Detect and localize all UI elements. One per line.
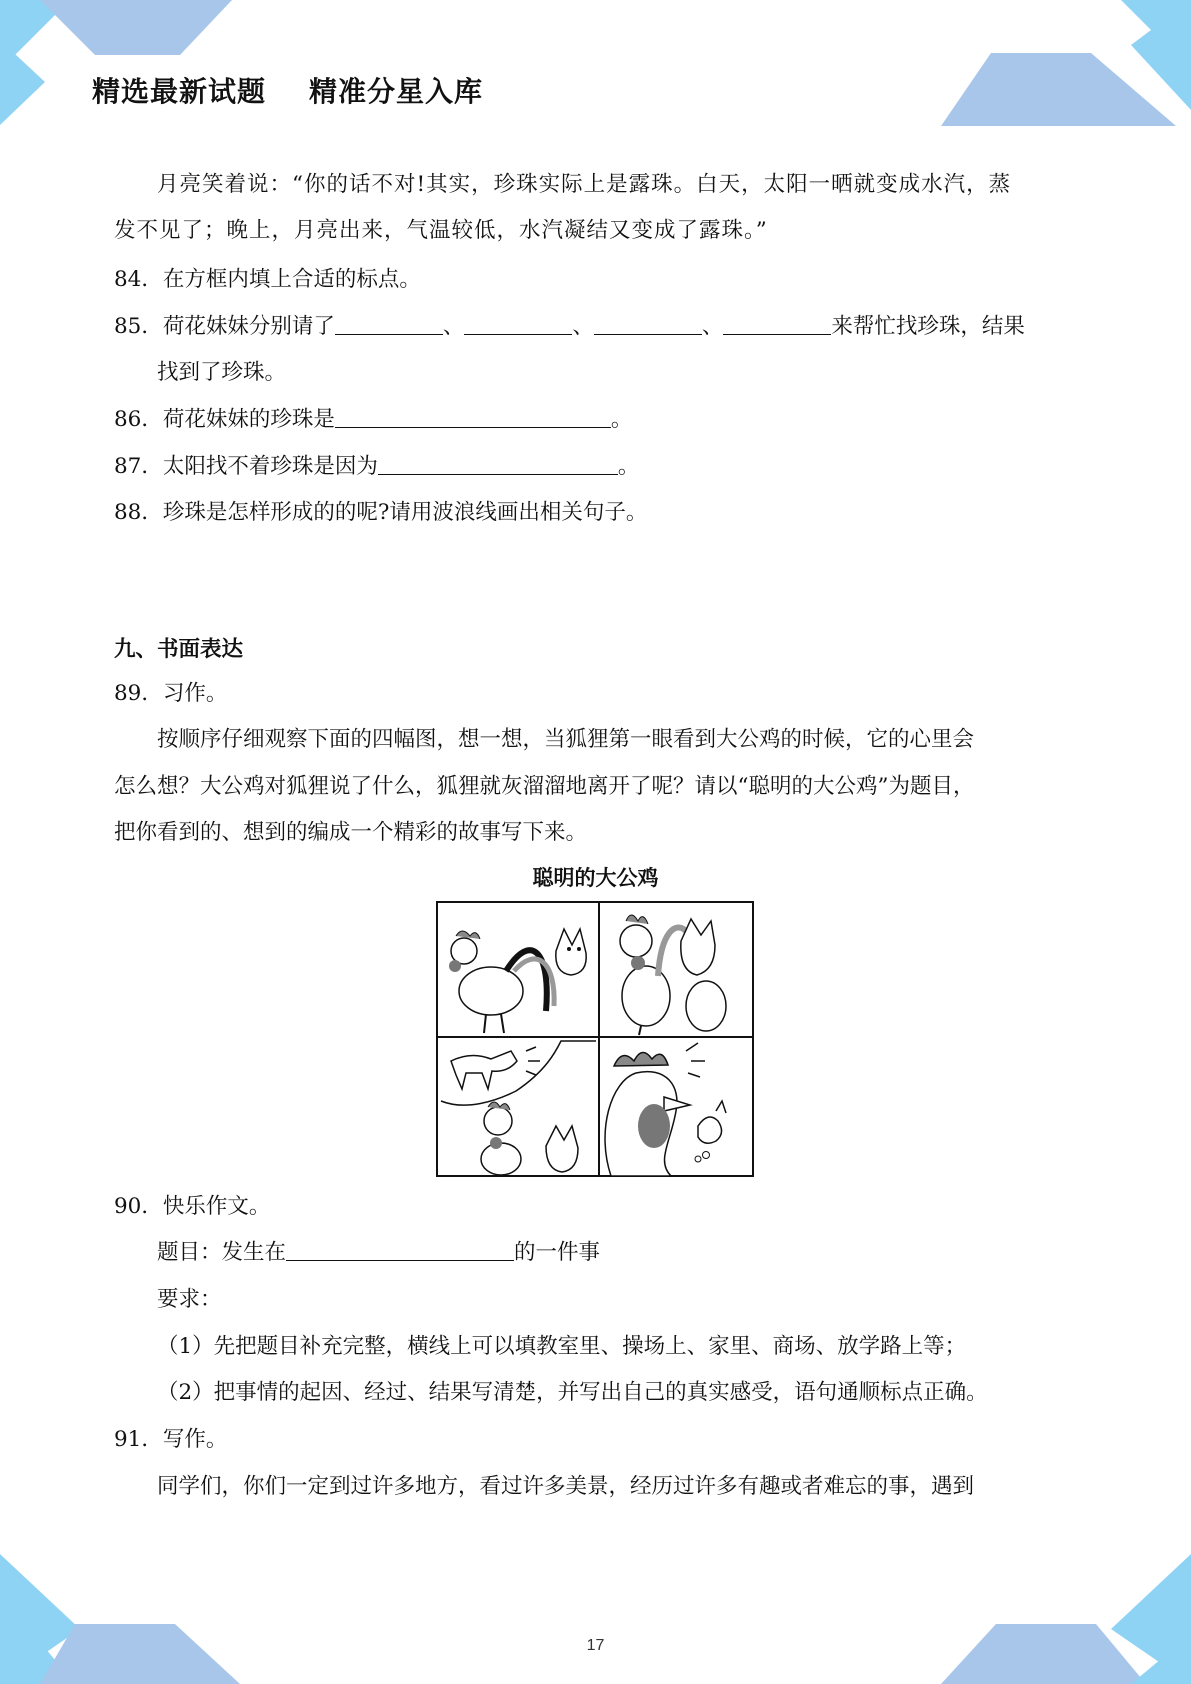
passage-line-1: 月亮笑着说：“你的话不对!其实，珍珠实际上是露珠。白天，太阳一晒就变成水汽，蒸 <box>157 172 1012 197</box>
header-title: 精选最新试题 精准分星入库 <box>92 75 483 108</box>
question-85-continuation: 找到了珍珠。 <box>157 360 287 385</box>
figure-title: 聪明的大公鸡 <box>532 866 659 890</box>
question-91: 91．写作。 <box>114 1427 228 1452</box>
bottom-right-decoration <box>931 1554 1191 1684</box>
answer-blank-85-4[interactable] <box>723 314 831 335</box>
page-number: 17 <box>586 1637 605 1654</box>
question-85 <box>114 312 1025 342</box>
question-89-para-2: 怎么想？大公鸡对狐狸说了什么，狐狸就灰溜溜地离开了呢？请以“聪明的大公鸡”为题目， <box>114 774 975 799</box>
question-89-para-3: 把你看到的、想到的编成一个精彩的故事写下来。 <box>114 820 588 845</box>
question-86-suffix: 。 <box>610 407 633 432</box>
question-90-title <box>157 1238 600 1268</box>
section-heading: 九、书面表达 <box>114 637 244 662</box>
question-90-title-suffix: 的一件事 <box>514 1240 601 1265</box>
top-left-decoration <box>0 0 240 130</box>
separator: 、 <box>701 314 724 339</box>
comic-figure <box>436 901 754 1177</box>
separator: 、 <box>442 314 465 339</box>
question-89-para-1: 按顺序仔细观察下面的四幅图，想一想，当狐狸第一眼看到大公鸡的时候，它的心里会 <box>157 727 975 752</box>
question-88: 88．珍珠是怎样形成的的呢?请用波浪线画出相关句子。 <box>114 500 648 525</box>
question-90: 90．快乐作文。 <box>114 1194 271 1219</box>
answer-blank-90[interactable] <box>286 1240 514 1261</box>
question-85-suffix: 来帮忙找珍珠，结果 <box>831 314 1025 339</box>
question-87-suffix: 。 <box>617 454 640 479</box>
separator: 、 <box>572 314 594 339</box>
answer-blank-87[interactable] <box>378 454 618 475</box>
bottom-left-decoration <box>0 1554 260 1684</box>
question-84: 84．在方框内填上合适的标点。 <box>114 267 421 292</box>
question-86-prefix: 86．荷花妹妹的珍珠是 <box>114 407 335 432</box>
question-90-requirement-1: （1）先把题目补充完整，横线上可以填教室里、操场上、家里、商场、放学路上等； <box>157 1334 967 1359</box>
passage-line-2: 发不见了；晚上，月亮出来，气温较低，水汽凝结又变成了露珠。” <box>114 218 768 243</box>
question-85-prefix: 85．荷花妹妹分别请了 <box>114 314 335 339</box>
answer-blank-85-2[interactable] <box>464 314 572 335</box>
question-86 <box>114 405 632 435</box>
question-87 <box>114 452 639 482</box>
question-90-requirement-2: （2）把事情的起因、经过、结果写清楚，并写出自己的真实感受，语句通顺标点正确。 <box>157 1380 988 1405</box>
answer-blank-85-1[interactable] <box>335 314 443 335</box>
question-87-prefix: 87．太阳找不着珍珠是因为 <box>114 454 378 479</box>
answer-blank-85-3[interactable] <box>594 314 702 335</box>
question-89: 89．习作。 <box>114 681 228 706</box>
question-90-requirements: 要求： <box>157 1287 222 1312</box>
top-right-decoration <box>931 0 1191 130</box>
question-91-para-1: 同学们，你们一定到过许多地方，看过许多美景，经历过许多有趣或者难忘的事，遇到 <box>157 1474 975 1499</box>
question-90-title-prefix: 题目：发生在 <box>157 1240 287 1265</box>
answer-blank-86[interactable] <box>335 407 611 428</box>
